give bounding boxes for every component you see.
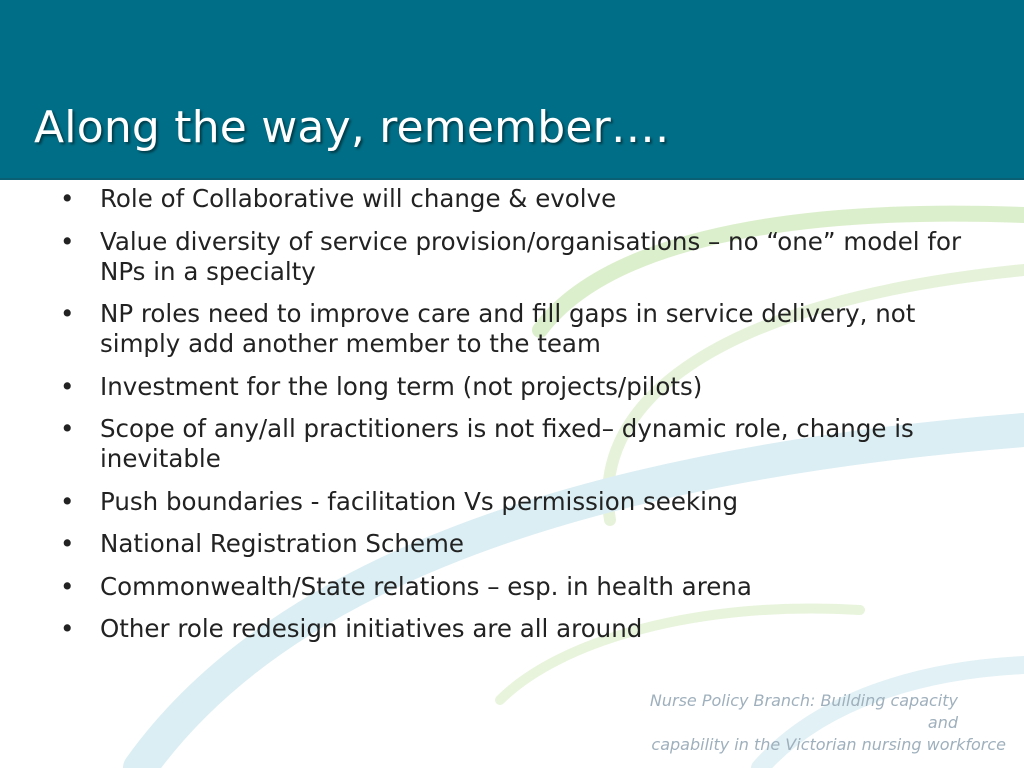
bullet-icon: • <box>60 371 75 401</box>
bullet-item <box>58 227 988 287</box>
bullet-icon: • <box>60 529 75 558</box>
title-banner <box>0 0 1024 180</box>
footer-tagline <box>646 690 1006 756</box>
bullet-text: Other role redesign initiatives are all around <box>100 614 643 643</box>
bullet-text: Role of Collaborative will change & evolve <box>100 184 617 213</box>
bullet-text: Investment for the long term (not projects/pilots) <box>100 371 703 401</box>
bullet-icon: • <box>60 571 75 601</box>
bullet-item <box>58 184 988 214</box>
bullet-item <box>58 614 988 644</box>
bullet-text: National Registration Scheme <box>100 529 464 558</box>
bullet-item <box>58 414 988 474</box>
bullet-icon: • <box>60 299 75 328</box>
bullet-icon: • <box>60 414 75 443</box>
bullet-item <box>58 372 988 402</box>
bullet-icon: • <box>60 226 75 256</box>
bullet-item <box>58 299 988 359</box>
bullet-icon: • <box>60 614 75 643</box>
bullet-text: Scope of any/all practitioners is not fixed– dynamic role, change is inevitable <box>100 414 914 473</box>
footer-line-2: capability in the Victorian nursing workforce <box>651 735 1006 754</box>
slide-title: Along the way, remember…. <box>34 102 670 153</box>
bullet-item <box>58 572 988 602</box>
bullet-item <box>58 529 988 559</box>
bullet-text: Commonwealth/State relations – esp. in health arena <box>100 571 752 601</box>
bullet-icon: • <box>60 486 75 516</box>
bullet-list <box>58 184 988 657</box>
bullet-item <box>58 487 988 517</box>
bullet-text: Value diversity of service provision/organisations – no “one” model for NPs in a specialty <box>100 226 962 286</box>
bullet-text: Push boundaries - facilitation Vs permission seeking <box>100 486 738 516</box>
bullet-text: NP roles need to improve care and fill gaps in service delivery, not simply add another member to the team <box>100 299 916 358</box>
bullet-icon: • <box>60 184 75 213</box>
footer-line-1: Nurse Policy Branch: Building capacity and <box>649 691 958 732</box>
